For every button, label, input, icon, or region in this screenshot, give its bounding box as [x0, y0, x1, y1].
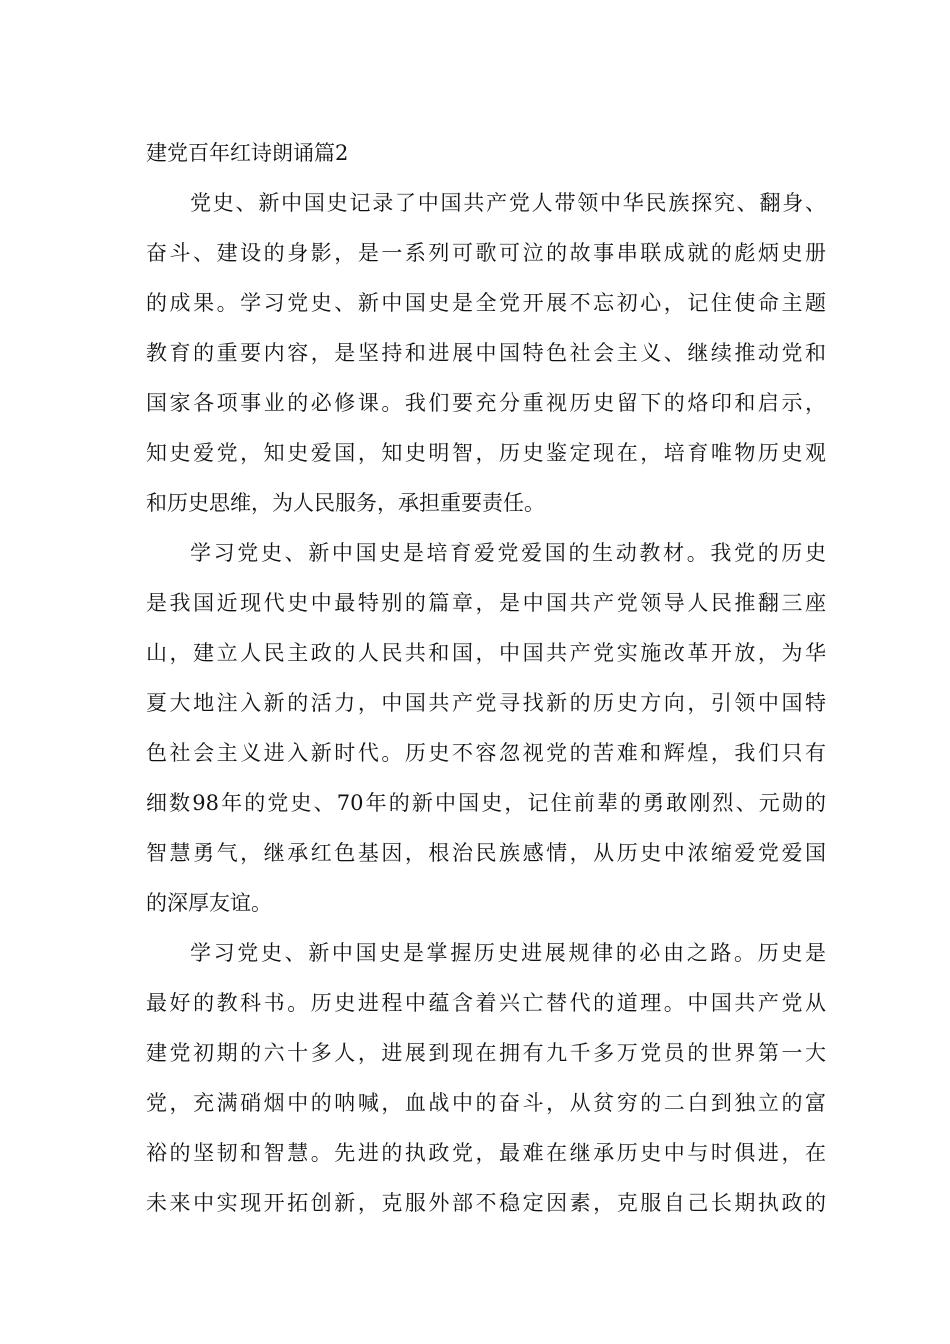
paragraph-line: 裕的坚韧和智慧。先进的执政党，最难在继承历史中与时俱进，在: [146, 1141, 826, 1165]
paragraph-line: 国家各项事业的必修课。我们要充分重视历史留下的烙印和启示，: [146, 391, 826, 415]
paragraph-1: [146, 178, 826, 528]
paragraph-line: 学习党史、新中国史是掌握历史进展规律的必由之路。历史是: [190, 941, 826, 965]
paragraph-line: 知史爱党，知史爱国，知史明智，历史鉴定现在，培育唯物历史观: [146, 441, 826, 465]
paragraph-line: 党，充满硝烟中的呐喊，血战中的奋斗，从贫穷的二白到独立的富: [146, 1091, 826, 1115]
paragraph-line: 夏大地注入新的活力，中国共产党寻找新的历史方向，引领中国特: [146, 691, 826, 715]
paragraph-line: 山，建立人民主政的人民共和国，中国共产党实施改革开放，为华: [146, 641, 826, 665]
paragraph-line: 学习党史、新中国史是培育爱党爱国的生动教材。我党的历史: [190, 541, 826, 565]
paragraph-line: 细数98年的党史、70年的新中国史，记住前辈的勇敢刚烈、元勋的: [146, 791, 826, 815]
paragraph-line: 是我国近现代史中最特别的篇章，是中国共产党领导人民推翻三座: [146, 591, 826, 615]
paragraph-3: [146, 928, 826, 1228]
paragraph-line: 智慧勇气，继承红色基因，根治民族感情，从历史中浓缩爱党爱国: [146, 841, 826, 865]
document-body: [146, 133, 826, 1228]
paragraph-line: 最好的教科书。历史进程中蕴含着兴亡替代的道理。中国共产党从: [146, 991, 826, 1015]
paragraph-line: 的深厚友谊。: [146, 891, 272, 915]
paragraph-line: 未来中实现开拓创新，克服外部不稳定因素，克服自己长期执政的: [146, 1191, 826, 1215]
paragraph-line: 奋斗、建设的身影，是一系列可歌可泣的故事串联成就的彪炳史册: [146, 241, 826, 265]
paragraph-line: 色社会主义进入新时代。历史不容忽视党的苦难和辉煌，我们只有: [146, 741, 826, 765]
paragraph-line: 建党初期的六十多人，进展到现在拥有九千多万党员的世界第一大: [146, 1041, 826, 1065]
paragraph-line: 和历史思维，为人民服务，承担重要责任。: [146, 491, 545, 515]
paragraph-line: 教育的重要内容，是坚持和进展中国特色社会主义、继续推动党和: [146, 341, 826, 365]
document-title: 建党百年红诗朗诵篇2: [146, 141, 349, 165]
paragraph-line: 党史、新中国史记录了中国共产党人带领中华民族探究、翻身、: [190, 191, 826, 215]
paragraph-line: 的成果。学习党史、新中国史是全党开展不忘初心，记住使命主题: [146, 291, 826, 315]
paragraph-2: [146, 528, 826, 928]
